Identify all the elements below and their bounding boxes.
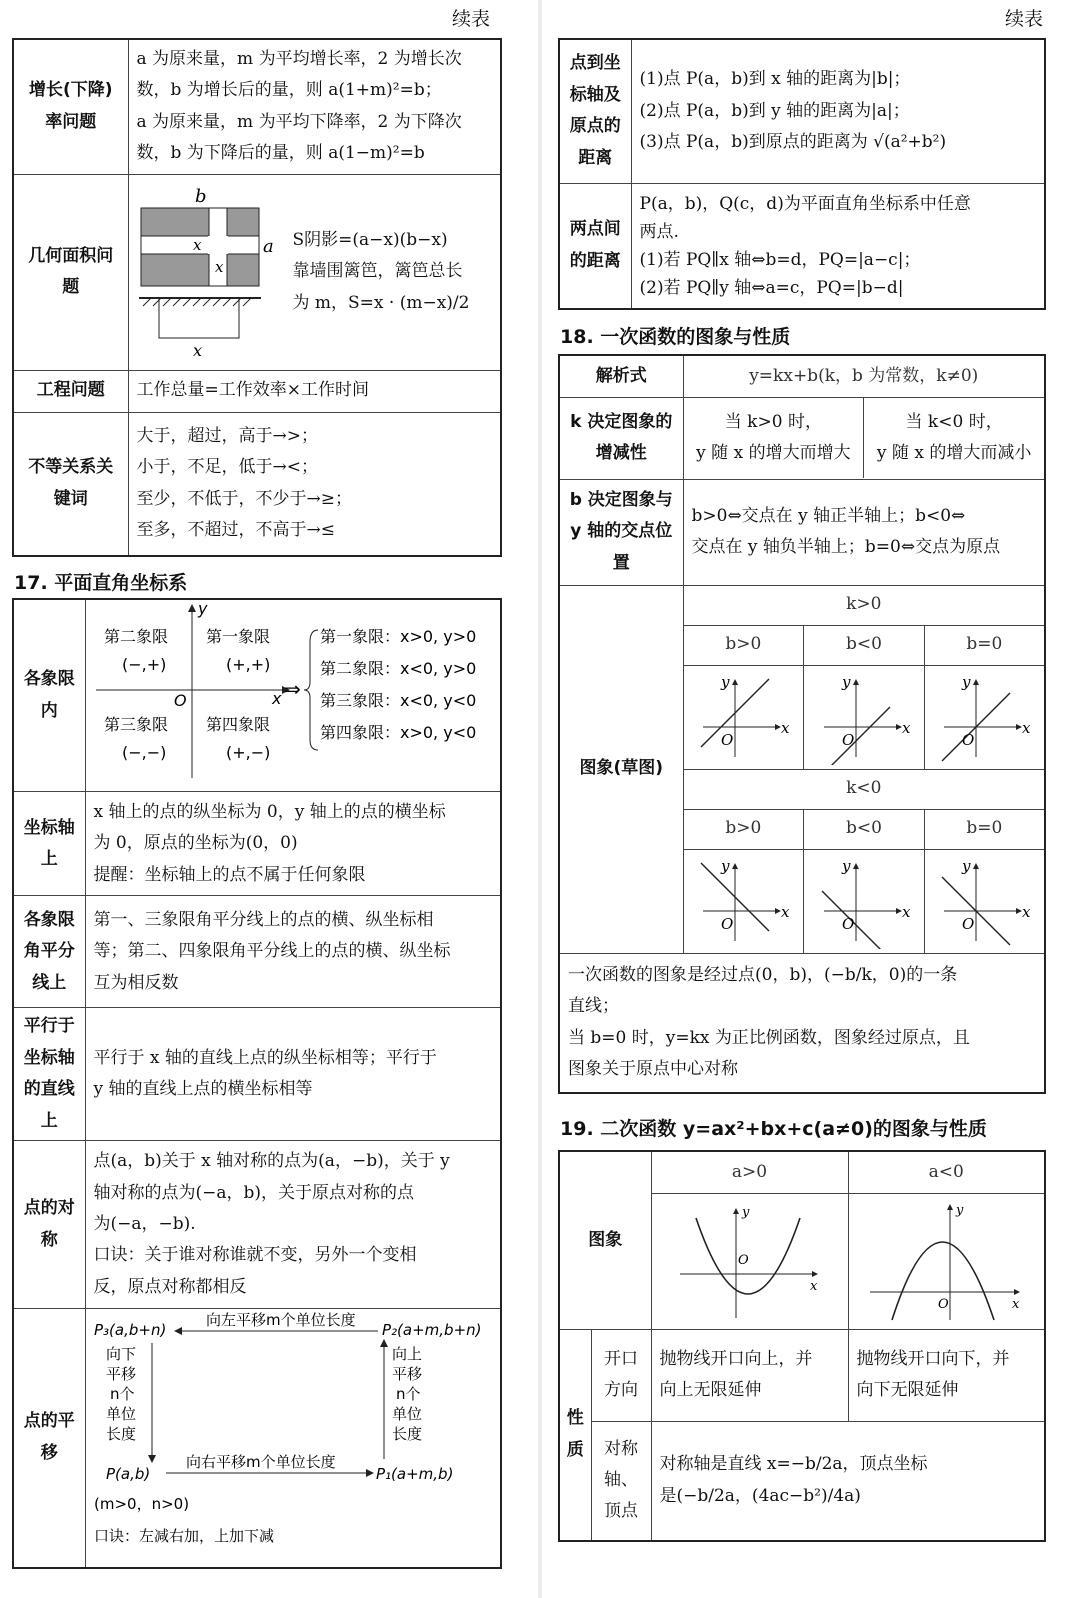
svg-text:O: O [721, 731, 734, 749]
svg-text:(−,+): (−,+) [121, 655, 166, 674]
open-label: 开口方向 [591, 1329, 651, 1421]
expr-label: 解析式 [559, 355, 683, 397]
svg-text:x: x [192, 236, 201, 254]
svg-text:y: y [741, 1205, 749, 1220]
k-label: k 决定图象的增减性 [559, 397, 683, 479]
svg-text:b: b [194, 186, 207, 207]
case-kpos-bpos: b>0 [683, 625, 804, 665]
svg-text:O: O [841, 915, 855, 933]
right-top-table [558, 38, 1046, 310]
expr-cell: y=kx+b(k，b 为常数，k≠0) [683, 355, 1045, 397]
k-cell: 当 k>0 时， y 随 x 的增大而增大 当 k<0 时， y 随 x 的增大而减小 [683, 397, 1045, 479]
svg-text:O: O [721, 915, 734, 933]
two-point-cell: P(a，b)，Q(c，d)为平面直角坐标系中任意 两点. (1)若 PQ∥x 轴⇔b=d，PQ=|a−c|； (2)若 PQ∥y 轴⇔a=c，PQ=|b−d| [631, 183, 1045, 309]
svg-text:第四象限: 第四象限 [205, 715, 270, 734]
translation-label: 点的平移 [13, 1309, 85, 1568]
svg-text:n个: n个 [395, 1385, 421, 1404]
two-point-label: 两点间的距离 [559, 183, 631, 309]
work-cell: 工作总量=工作效率×工作时间 [128, 370, 501, 412]
svg-text:第三象限：x<0, y<0: 第三象限：x<0, y<0 [319, 691, 476, 710]
svg-text:(+,−): (+,−) [225, 743, 270, 762]
open-neg: 抛物线开口向下，并 向下无限延伸 [848, 1329, 1045, 1421]
svg-text:平移: 平移 [105, 1365, 136, 1384]
linear-sketch-kneg-bneg [804, 849, 925, 953]
svg-text:P₃(a,b+n): P₃(a,b+n) [93, 1321, 166, 1340]
svg-text:y: y [721, 857, 730, 875]
svg-text:O: O [962, 915, 975, 933]
svg-text:(+,+): (+,+) [225, 655, 270, 674]
parabola-down-cell [848, 1193, 1045, 1329]
page-gutter [538, 0, 542, 1598]
svg-text:x: x [192, 341, 202, 360]
axis-vertex-cell: 对称轴是直线 x=−b/2a，顶点坐标 是(−b/2a，(4ac−b²)/4a) [651, 1421, 1045, 1541]
svg-text:x: x [781, 903, 790, 921]
b-label: b 决定图象与 y 轴的交点位置 [559, 479, 683, 585]
case-kpos-bzero: b=0 [924, 625, 1045, 665]
svg-text:x: x [1022, 719, 1031, 737]
svg-text:第四象限：x>0, y<0: 第四象限：x>0, y<0 [319, 723, 476, 742]
kneg-header: k<0 [683, 769, 1045, 809]
svg-text:n个: n个 [109, 1385, 135, 1404]
case-kneg-bneg: b<0 [804, 809, 925, 849]
svg-text:单位: 单位 [391, 1405, 422, 1424]
svg-text:长度: 长度 [105, 1425, 136, 1444]
section-19-title: 19. 二次函数 y=ax²+bx+c(a≠0)的图象与性质 [560, 1118, 987, 1140]
svg-text:y: y [197, 600, 207, 618]
svg-text:P(a,b): P(a,b) [105, 1465, 150, 1484]
linear-sketch-kpos-bpos [683, 665, 804, 769]
growth-cell: a 为原来量，m 为平均增长率，2 为增长次 数，b 为增长后的量，则 a(1+m)²=b； a 为原来量，m 为平均下降率，2 为下降次 数，b 为下降后的量，则 a(1−m)²=b [128, 39, 501, 174]
svg-text:O: O [938, 1297, 949, 1312]
svg-text:平移: 平移 [391, 1365, 422, 1384]
svg-text:y: y [962, 673, 971, 691]
left-top-table [12, 38, 502, 557]
parallel-cell: 平行于 x 轴的直线上点的纵坐标相等；平行于 y 轴的直线上点的横坐标相等 [85, 1008, 501, 1141]
case-kneg-bpos: b>0 [683, 809, 804, 849]
aneg-header: a<0 [848, 1151, 1045, 1193]
svg-text:口诀：左减右加，上加下减: 口诀：左减右加，上加下减 [93, 1527, 274, 1546]
svg-text:O: O [841, 731, 855, 749]
svg-text:x: x [214, 258, 223, 276]
case-kneg-bzero: b=0 [924, 809, 1045, 849]
inequality-label: 不等关系关键词 [13, 412, 128, 556]
svg-text:⇒: ⇒ [283, 677, 301, 701]
section-18-title: 18. 一次函数的图象与性质 [560, 326, 791, 348]
case-kpos-bneg: b<0 [804, 625, 925, 665]
svg-text:向上: 向上 [391, 1345, 422, 1364]
svg-text:(m>0，n>0): (m>0，n>0) [93, 1495, 189, 1514]
svg-text:x: x [1022, 903, 1031, 921]
svg-text:第二象限: 第二象限 [103, 627, 168, 646]
svg-text:x: x [809, 1279, 817, 1294]
svg-text:O: O [737, 1253, 749, 1268]
svg-text:(−,−): (−,−) [121, 743, 166, 762]
continued-label-right: 续表 [1005, 8, 1044, 30]
translation-figure [86, 1309, 496, 1555]
kpos-header: k>0 [683, 585, 1045, 625]
graph19-label: 图象 [559, 1151, 651, 1329]
svg-text:y: y [841, 857, 851, 875]
open-pos: 抛物线开口向上，并 向上无限延伸 [651, 1329, 848, 1421]
graph18-label: 图象(草图) [559, 585, 683, 953]
svg-text:y: y [956, 1203, 964, 1218]
svg-text:向右平移m个单位长度: 向右平移m个单位长度 [185, 1453, 336, 1472]
parallel-label: 平行于坐标轴的直线上 [13, 1008, 85, 1141]
svg-text:第一象限：x>0, y>0: 第一象限：x>0, y>0 [319, 627, 476, 646]
distance-label: 点到坐标轴及原点的距离 [559, 39, 631, 183]
linear-sketch-kneg-bpos [683, 849, 804, 953]
area-cell: b a x x x S阴影=(a−x)(b−x) 靠墙围篱笆，篱笆总长 为 m，S=x · (m−x)/2 [128, 174, 501, 370]
axis-label: 坐标轴上 [13, 792, 85, 896]
quadrant-cell [85, 599, 501, 792]
svg-text:P₁(a+m,b): P₁(a+m,b) [375, 1465, 453, 1484]
svg-text:y: y [841, 673, 851, 691]
parabola-up-cell [651, 1193, 848, 1329]
section-17-table [12, 598, 502, 1569]
parabola-down [856, 1196, 1036, 1326]
linear-sketch-kneg-bzero [924, 849, 1045, 953]
linear-sketch-kpos-bzero [924, 665, 1045, 769]
translation-cell [85, 1309, 501, 1568]
work-label: 工程问题 [13, 370, 128, 412]
distance-cell: (1)点 P(a，b)到 x 轴的距离为|b|； (2)点 P(a，b)到 y 轴的距离为|a|； (3)点 P(a，b)到原点的距离为 √(a²+b²) [631, 39, 1045, 183]
linear-note: 一次函数的图象是经过点(0，b)，(−b/k，0)的一条 直线； 当 b=0 时，y=kx 为正比例函数，图象经过原点，且 图象关于原点中心对称 [559, 953, 1045, 1093]
quadrant-label: 各象限内 [13, 599, 85, 792]
svg-text:x: x [781, 719, 790, 737]
svg-text:第三象限: 第三象限 [103, 715, 168, 734]
bisector-label: 各象限角平分线上 [13, 896, 85, 1008]
area-figure [129, 182, 279, 362]
growth-label: 增长(下降)率问题 [13, 39, 128, 174]
svg-text:x: x [901, 903, 911, 921]
svg-text:y: y [721, 673, 730, 691]
section-19-table [558, 1150, 1046, 1542]
parabola-up [660, 1196, 840, 1326]
svg-text:x: x [1012, 1297, 1020, 1312]
symmetry-cell: 点(a，b)关于 x 轴对称的点为(a，−b)，关于 y 轴对称的点为(−a，b)，关于原点对称的点 为(−a，−b). 口诀：关于谁对称谁就不变，另外一个变相 反，原点对称都相反 [85, 1141, 501, 1309]
axis-vertex-label: 对称轴、顶点 [591, 1421, 651, 1541]
section-17-title: 17. 平面直角坐标系 [14, 572, 188, 594]
symmetry-label: 点的对称 [13, 1141, 85, 1309]
svg-text:向下: 向下 [105, 1345, 136, 1364]
section-18-table [558, 354, 1046, 1094]
axis-cell: x 轴上的点的纵坐标为 0，y 轴上的点的横坐标 为 0，原点的坐标为(0，0) 提醒：坐标轴上的点不属于任何象限 [85, 792, 501, 896]
area-label: 几何面积问题 [13, 174, 128, 370]
svg-text:O: O [173, 691, 187, 710]
svg-text:第二象限：x<0, y>0: 第二象限：x<0, y>0 [319, 659, 476, 678]
svg-text:长度: 长度 [391, 1425, 422, 1444]
prop-label: 性质 [559, 1329, 591, 1541]
svg-text:x: x [901, 719, 911, 737]
svg-text:P₂(a+m,b+n): P₂(a+m,b+n) [381, 1321, 481, 1340]
linear-sketch-kpos-bneg [804, 665, 925, 769]
svg-text:y: y [962, 857, 971, 875]
inequality-cell: 大于，超过，高于→>； 小于，不足，低于→<； 至少，不低于，不少于→≥； 至多，不超过，不高于→≤ [128, 412, 501, 556]
bisector-cell: 第一、三象限角平分线上的点的横、纵坐标相 等；第二、四象限角平分线上的点的横、纵坐标 互为相反数 [85, 896, 501, 1008]
svg-text:第一象限: 第一象限 [205, 627, 270, 646]
svg-text:O: O [962, 731, 975, 749]
svg-text:单位: 单位 [105, 1405, 136, 1424]
continued-label-left: 续表 [452, 8, 491, 30]
svg-text:x: x [271, 689, 281, 708]
svg-text:向左平移m个单位长度: 向左平移m个单位长度 [205, 1311, 356, 1330]
b-cell: b>0⇔交点在 y 轴正半轴上；b<0⇔ 交点在 y 轴负半轴上；b=0⇔交点为原点 [683, 479, 1045, 585]
quadrant-figure [86, 600, 496, 780]
svg-text:a: a [262, 236, 274, 257]
apos-header: a>0 [651, 1151, 848, 1193]
